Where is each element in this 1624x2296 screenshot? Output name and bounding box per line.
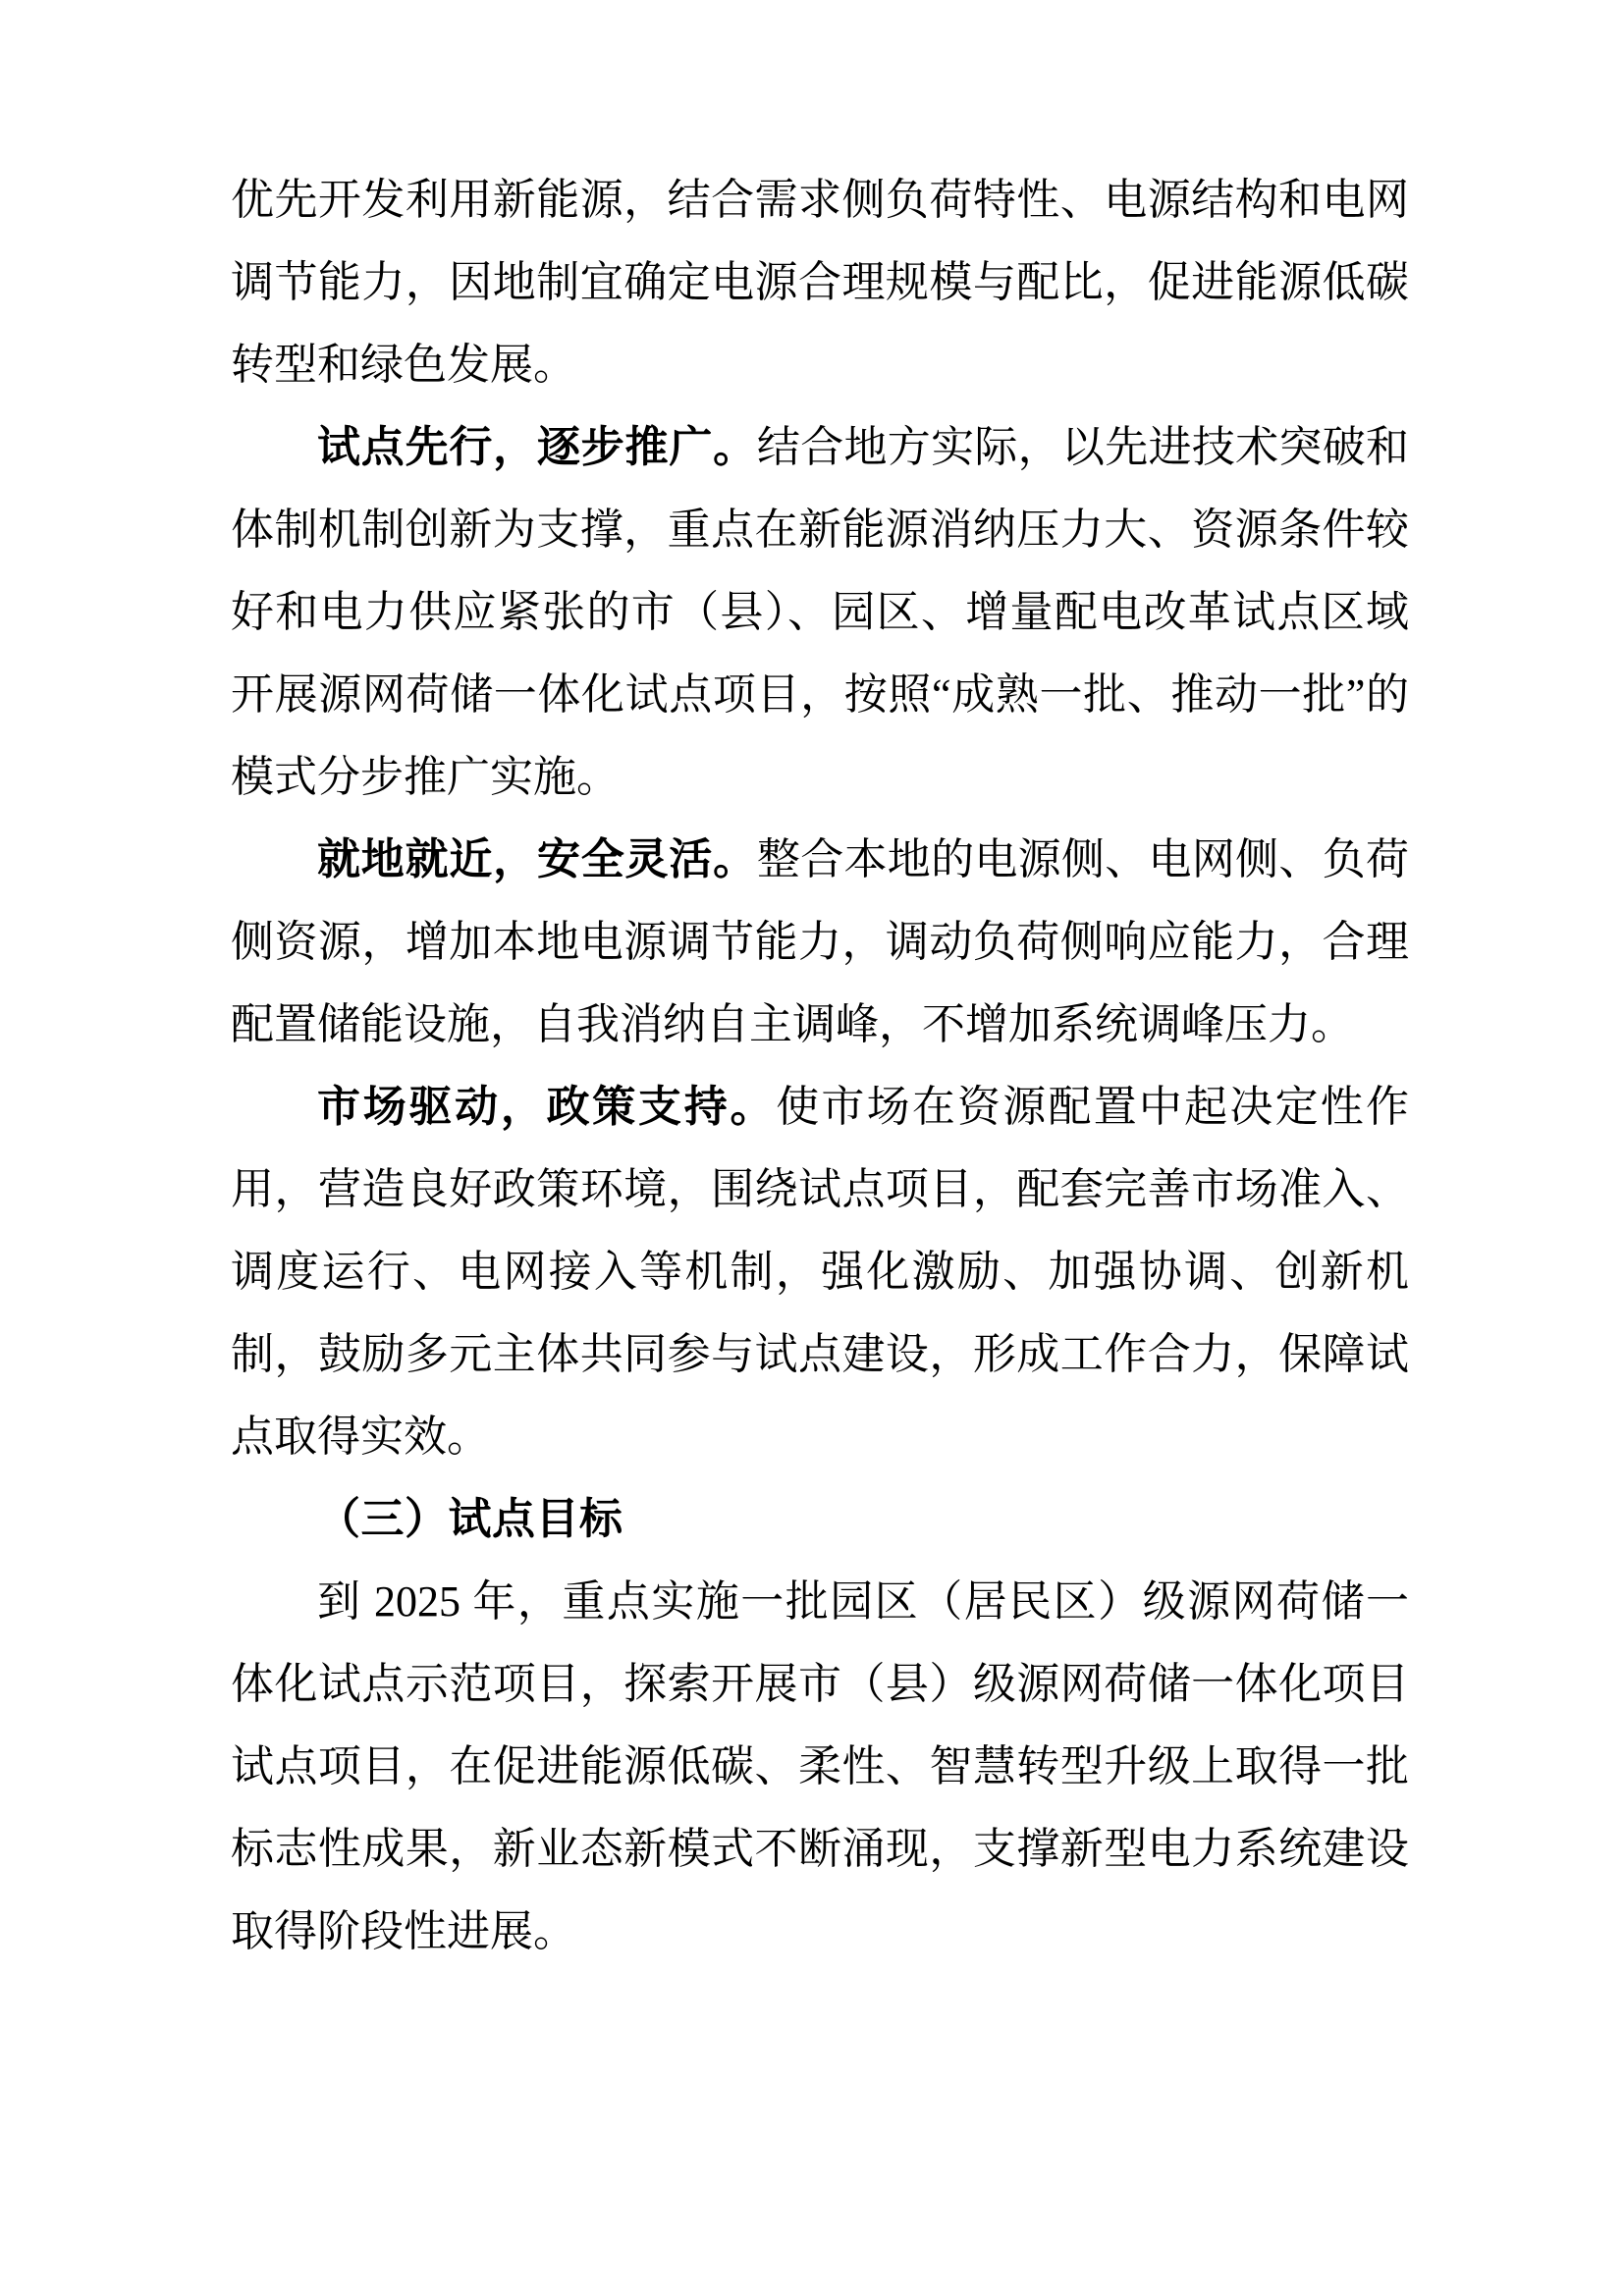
paragraph-body: 结合地方实际，以先进技术突破和体制机制创新为支撑，重点在新能源消纳压力大、资源条件较好和电力供应紧张的市（县）、园区、增量配电改革试点区域开展源网荷储一体化试点项目，按照“成熟一批、推动一批”的模式分步推广实施。 bbox=[231, 423, 1410, 801]
paragraph-continuation bbox=[231, 159, 1409, 406]
paragraph-local-safe bbox=[231, 819, 1409, 1066]
paragraph-lead: 就地就近，安全灵活。 bbox=[317, 835, 757, 883]
paragraph-lead: 市场驱动，政策支持。 bbox=[317, 1083, 777, 1131]
paragraph-body: 优先开发利用新能源，结合需求侧负荷特性、电源结构和电网调节能力，因地制宜确定电源合理规模与配比，促进能源低碳转型和绿色发展。 bbox=[231, 176, 1409, 389]
section-heading-text: （三）试点目标 bbox=[317, 1495, 623, 1543]
document-text-block bbox=[231, 159, 1409, 1973]
paragraph-market-policy bbox=[231, 1066, 1409, 1478]
paragraph-body: 使市场在资源配置中起决定性作用，营造良好政策环境，围绕试点项目，配套完善市场准入、调度运行、电网接入等机制，强化激励、加强协调、创新机制，鼓励多元主体共同参与试点建设，形成工作合力，保障试点取得实效。 bbox=[231, 1083, 1410, 1461]
paragraph-2025-goals bbox=[231, 1561, 1409, 1973]
section-heading-pilot-goals bbox=[231, 1478, 1409, 1561]
paragraph-pilot-first bbox=[231, 406, 1409, 819]
paragraph-lead: 试点先行，逐步推广。 bbox=[317, 423, 757, 471]
paragraph-body: 到 2025 年，重点实施一批园区（居民区）级源网荷储一体化试点示范项目，探索开展市（县）级源网荷储一体化项目试点项目，在促进能源低碳、柔性、智慧转型升级上取得一批标志性成果，新业态新模式不断涌现，支撑新型电力系统建设取得阶段性进展。 bbox=[231, 1577, 1409, 1955]
paragraph-body: 整合本地的电源侧、电网侧、负荷侧资源，增加本地电源调节能力，调动负荷侧响应能力，合理配置储能设施，自我消纳自主调峰，不增加系统调峰压力。 bbox=[231, 835, 1410, 1048]
